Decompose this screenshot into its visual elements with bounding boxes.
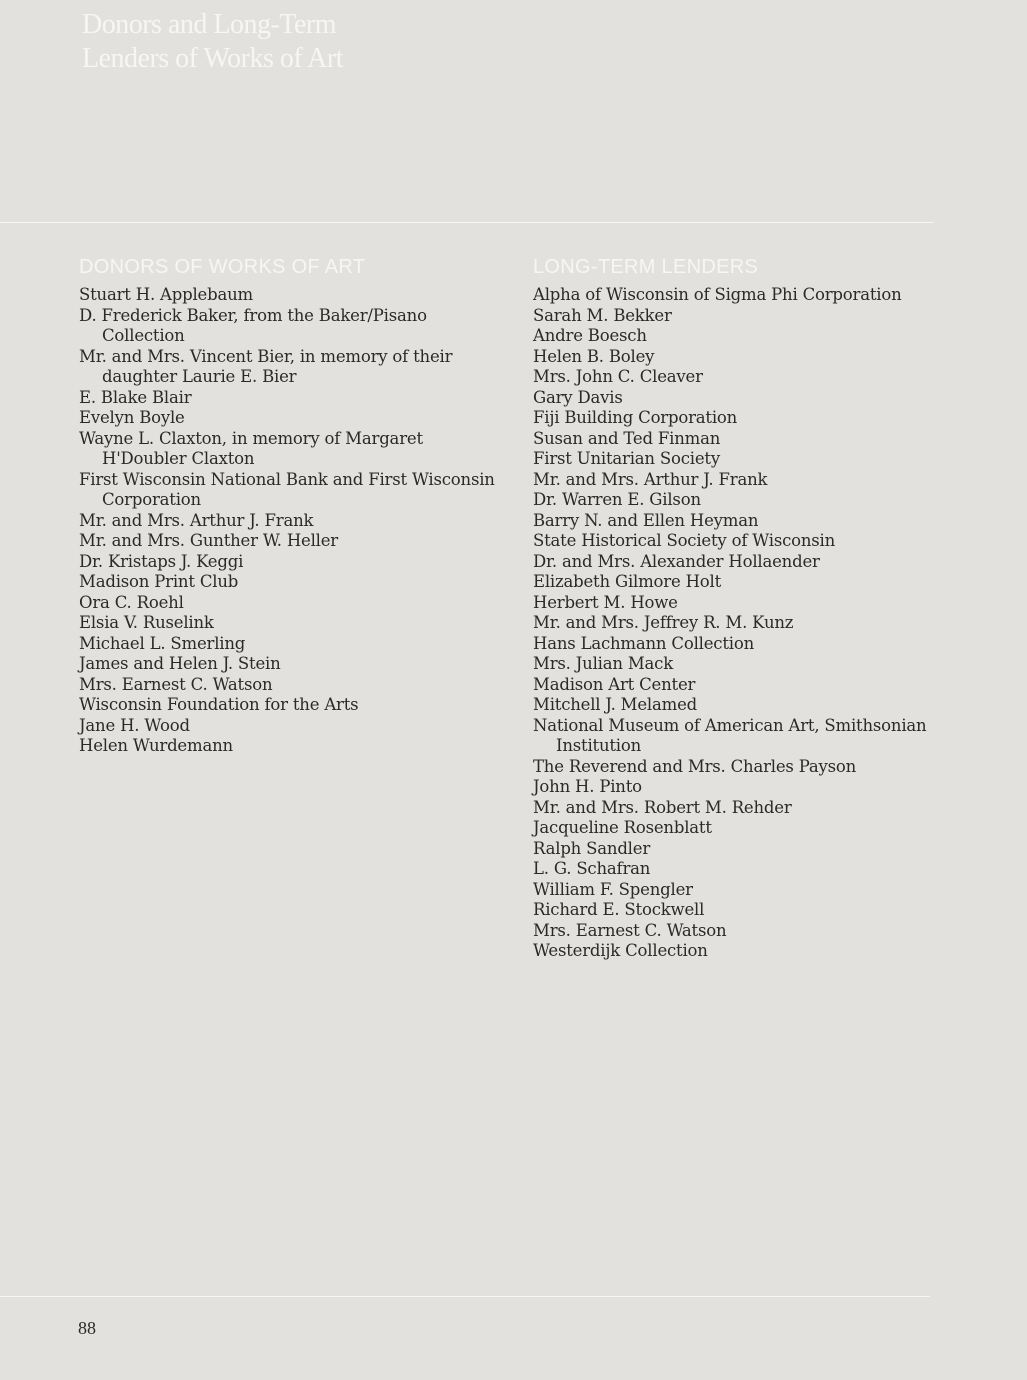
list-item: Mrs. Earnest C. Watson — [79, 674, 273, 694]
lenders-column — [533, 254, 953, 962]
donors-heading: DONORS OF WORKS OF ART — [79, 256, 366, 278]
page-title-line-2: Lenders of Works of Art — [82, 43, 344, 74]
list-item: Jacqueline Rosenblatt — [533, 818, 712, 837]
list-item: Michael L. Smerling — [79, 633, 246, 653]
list-item: Susan and Ted Finman — [533, 428, 721, 448]
lenders-list — [533, 285, 953, 962]
list-item: Wayne L. Claxton, in memory of Margaret H'Doubler Claxton — [79, 428, 423, 468]
list-item: Westerdijk Collection — [533, 941, 708, 960]
list-item: Madison Print Club — [79, 572, 239, 591]
list-item: Mrs. Julian Mack — [533, 654, 674, 673]
list-item: Gary Davis — [533, 387, 623, 407]
list-item: Mr. and Mrs. Gunther W. Heller — [79, 531, 338, 550]
list-item: First Wisconsin National Bank and First Wisconsin Corporation — [79, 469, 495, 509]
list-item: James and Helen J. Stein — [79, 654, 281, 673]
list-item: Stuart H. Applebaum — [79, 285, 253, 304]
donors-column — [79, 254, 499, 757]
list-item: Helen B. Boley — [533, 346, 655, 366]
list-item: Mr. and Mrs. Robert M. Rehder — [533, 797, 792, 817]
donors-list — [79, 285, 499, 757]
list-item: Mr. and Mrs. Arthur J. Frank — [533, 469, 768, 489]
list-item: Herbert M. Howe — [533, 592, 678, 612]
list-item: Fiji Building Corporation — [533, 408, 738, 427]
list-item: Evelyn Boyle — [79, 408, 185, 427]
list-item: Ralph Sandler — [533, 838, 651, 858]
list-item: Richard E. Stockwell — [533, 900, 705, 919]
list-item: Dr. Warren E. Gilson — [533, 490, 701, 509]
list-item: Mr. and Mrs. Jeffrey R. M. Kunz — [533, 613, 794, 632]
list-item: Hans Lachmann Collection — [533, 633, 754, 653]
list-item: L. G. Schafran — [533, 859, 651, 878]
lenders-heading: LONG-TERM LENDERS — [533, 256, 759, 278]
list-item: Ora C. Roehl — [79, 592, 184, 612]
list-item: E. Blake Blair — [79, 387, 192, 407]
list-item: Mr. and Mrs. Vincent Bier, in memory of their daughter Laurie E. Bier — [79, 346, 453, 386]
page-title-line-1: Donors and Long-Term — [82, 9, 336, 40]
list-item: D. Frederick Baker, from the Baker/Pisano Collection — [79, 305, 427, 345]
list-item: Andre Boesch — [533, 326, 647, 345]
list-item: Barry N. and Ellen Heyman — [533, 510, 759, 530]
list-item: Elsia V. Ruselink — [79, 613, 214, 632]
list-item: Mr. and Mrs. Arthur J. Frank — [79, 510, 314, 530]
list-item: Mitchell J. Melamed — [533, 695, 698, 714]
list-item: John H. Pinto — [533, 777, 642, 796]
list-item: Alpha of Wisconsin of Sigma Phi Corporation — [533, 285, 902, 304]
list-item: State Historical Society of Wisconsin — [533, 531, 836, 550]
list-item: Jane H. Wood — [79, 715, 190, 735]
list-item: Madison Art Center — [533, 674, 696, 694]
list-item: First Unitarian Society — [533, 449, 720, 468]
list-item: William F. Spengler — [533, 879, 693, 899]
list-item: Elizabeth Gilmore Holt — [533, 572, 722, 591]
top-divider — [0, 222, 934, 223]
list-item: Mrs. Earnest C. Watson — [533, 920, 727, 940]
list-item: Dr. and Mrs. Alexander Hollaender — [533, 551, 820, 571]
list-item: The Reverend and Mrs. Charles Payson — [533, 756, 857, 776]
list-item: Dr. Kristaps J. Keggi — [79, 551, 244, 571]
page-number: 88 — [78, 1318, 96, 1338]
list-item: Mrs. John C. Cleaver — [533, 367, 703, 386]
list-item: National Museum of American Art, Smithsonian Institution — [533, 715, 927, 755]
list-item: Sarah M. Bekker — [533, 305, 672, 325]
bottom-divider — [0, 1296, 930, 1297]
page-title — [82, 8, 582, 76]
list-item: Wisconsin Foundation for the Arts — [79, 695, 359, 714]
list-item: Helen Wurdemann — [79, 736, 233, 755]
